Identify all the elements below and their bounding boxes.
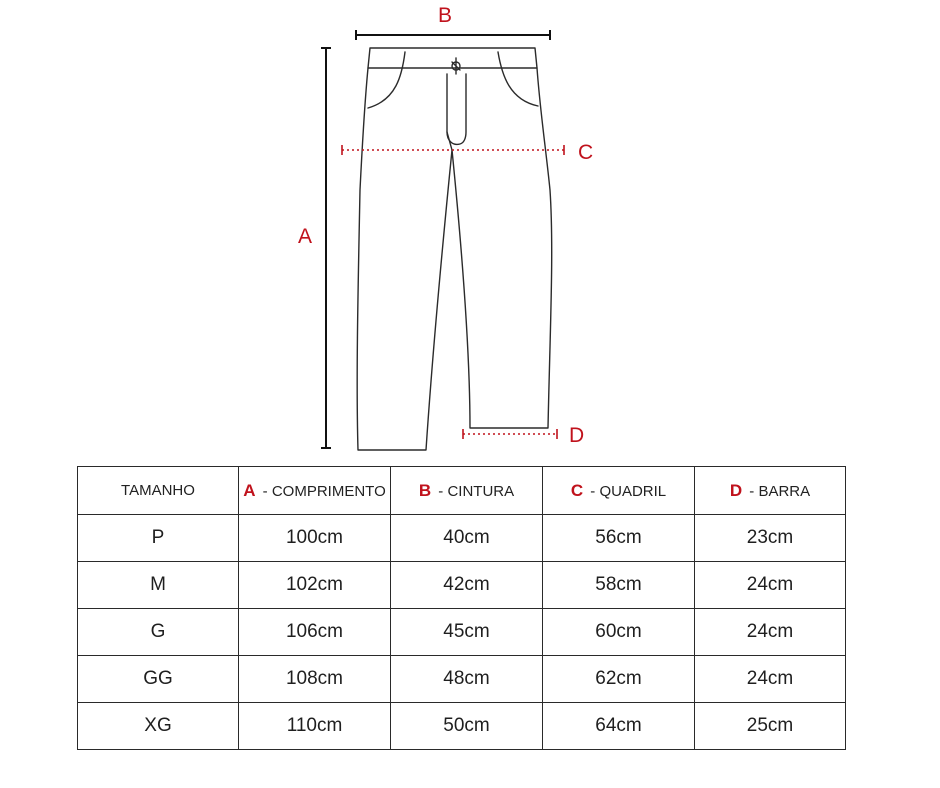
cell-hip: 56cm	[543, 515, 695, 562]
label-c: C	[578, 141, 594, 164]
cell-size: XG	[78, 703, 239, 750]
cell-hem: 24cm	[695, 562, 846, 609]
cell-hem: 25cm	[695, 703, 846, 750]
cell-waist: 48cm	[391, 656, 543, 703]
table-row	[78, 656, 846, 703]
cell-hip: 60cm	[543, 609, 695, 656]
dimension-a-length	[321, 48, 331, 448]
header-hip: C - QUADRIL	[543, 467, 695, 515]
label-d: D	[569, 424, 585, 447]
dimension-b-waist	[356, 30, 550, 40]
table-header-row	[78, 467, 846, 515]
cell-waist: 45cm	[391, 609, 543, 656]
cell-hip: 62cm	[543, 656, 695, 703]
cell-length: 100cm	[239, 515, 391, 562]
label-b: B	[438, 4, 453, 27]
cell-length: 108cm	[239, 656, 391, 703]
header-waist: B - CINTURA	[391, 467, 543, 515]
cell-hip: 58cm	[543, 562, 695, 609]
table-row	[78, 703, 846, 750]
cell-size: M	[78, 562, 239, 609]
dimension-d-hem	[463, 429, 557, 439]
cell-waist: 40cm	[391, 515, 543, 562]
cell-size: G	[78, 609, 239, 656]
cell-size: GG	[78, 656, 239, 703]
cell-hip: 64cm	[543, 703, 695, 750]
header-length: A - COMPRIMENTO	[239, 467, 391, 515]
cell-length: 106cm	[239, 609, 391, 656]
cell-hem: 23cm	[695, 515, 846, 562]
cell-length: 102cm	[239, 562, 391, 609]
table-row	[78, 515, 846, 562]
pants-illustration	[357, 48, 552, 450]
cell-hem: 24cm	[695, 609, 846, 656]
size-chart-table	[77, 466, 846, 750]
cell-length: 110cm	[239, 703, 391, 750]
header-hem: D - BARRA	[695, 467, 846, 515]
cell-waist: 50cm	[391, 703, 543, 750]
cell-hem: 24cm	[695, 656, 846, 703]
cell-size: P	[78, 515, 239, 562]
table-row	[78, 609, 846, 656]
header-size: TAMANHO	[78, 467, 239, 515]
table-row	[78, 562, 846, 609]
label-a: A	[298, 225, 313, 248]
cell-waist: 42cm	[391, 562, 543, 609]
